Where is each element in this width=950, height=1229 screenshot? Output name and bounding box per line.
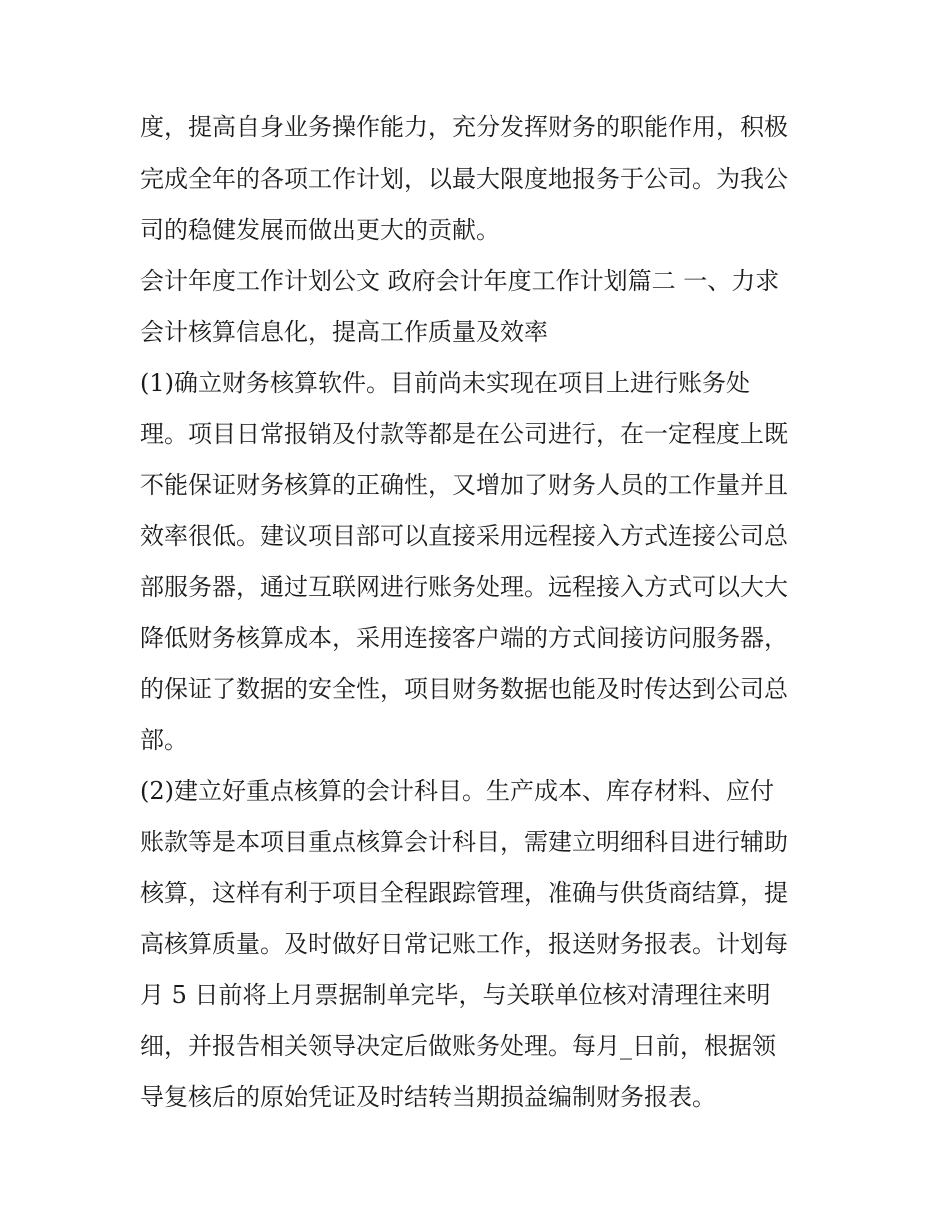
text-line-18: 月 5 日前将上月票据制单完毕，与关联单位核对清理往来明: [140, 981, 771, 1009]
text-line-8: 不能保证财务核算的正确性，又增加了财务人员的工作量并且: [140, 471, 788, 499]
text-line-11: 降低财务核算成本，采用连接客户端的方式间接访问服务器，: [140, 624, 788, 652]
text-line-1: 度，提高自身业务操作能力，充分发挥财务的职能作用，积极: [140, 113, 788, 141]
text-line-13: 部。: [140, 726, 188, 754]
text-line-2: 完成全年的各项工作计划，以最大限度地报务于公司。为我公: [140, 165, 788, 193]
text-line-20: 导复核后的原始凭证及时结转当期损益编制财务报表。: [140, 1083, 716, 1111]
text-line-4: 会计年度工作计划公文 政府会计年度工作计划篇二 一、力求: [140, 267, 780, 295]
text-line-10: 部服务器，通过互联网进行账务处理。远程接入方式可以大大: [140, 573, 788, 601]
text-line-19: 细，并报告相关领导决定后做账务处理。每月_日前，根据领: [140, 1032, 776, 1060]
text-line-6: (1)确立财务核算软件。目前尚未实现在项目上进行账务处: [140, 369, 750, 397]
text-line-15: 账款等是本项目重点核算会计科目，需建立明细科目进行辅助: [140, 828, 788, 856]
text-line-12: 的保证了数据的安全性，项目财务数据也能及时传达到公司总: [140, 675, 788, 703]
text-line-5: 会计核算信息化，提高工作质量及效率: [140, 318, 548, 346]
text-line-3: 司的稳健发展而做出更大的贡献。: [140, 216, 500, 244]
text-line-16: 核算，这样有利于项目全程跟踪管理，准确与供货商结算，提: [140, 879, 788, 907]
text-line-7: 理。项目日常报销及付款等都是在公司进行，在一定程度上既: [140, 420, 788, 448]
text-line-14: (2)建立好重点核算的会计科目。生产成本、库存材料、应付: [140, 777, 774, 805]
text-line-17: 高核算质量。及时做好日常记账工作，报送财务报表。计划每: [140, 930, 788, 958]
text-line-9: 效率很低。建议项目部可以直接采用远程接入方式连接公司总: [140, 522, 788, 550]
